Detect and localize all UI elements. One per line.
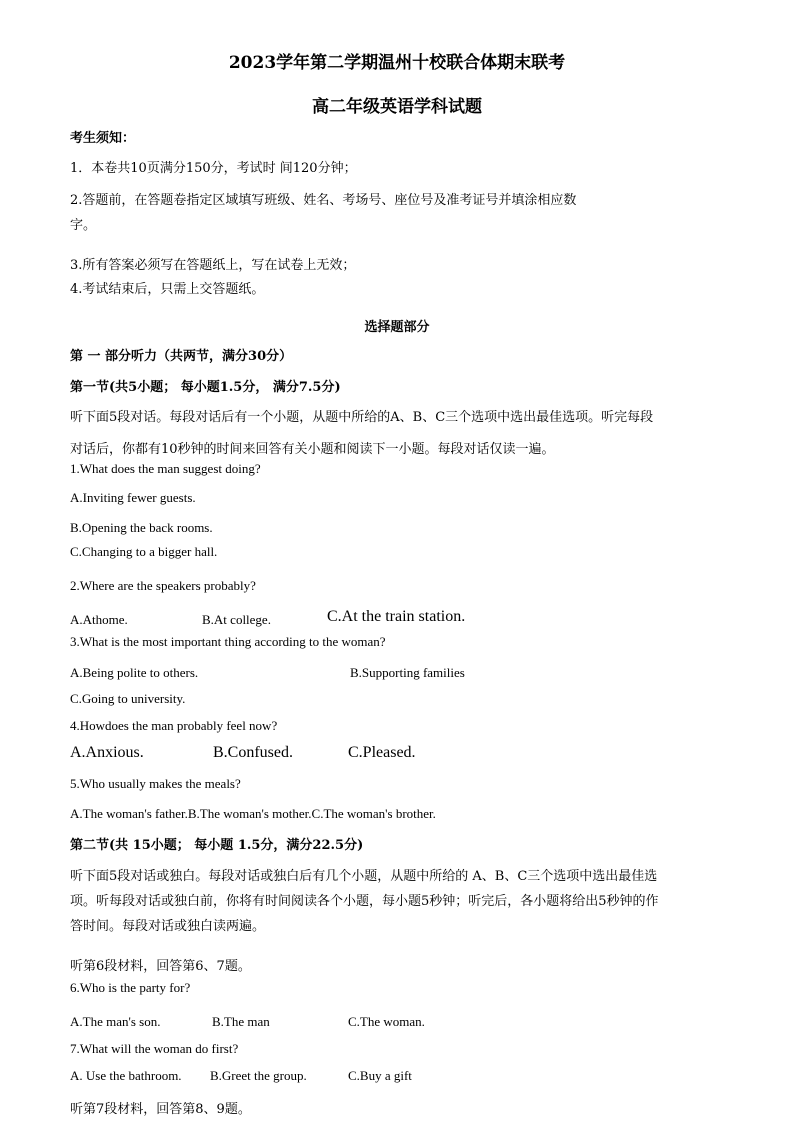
sec2-instruction-line-1: 听下面5段对话或独白。每段对话或独白后有几个小题，从题中所给的 A、B、C三个选项中选出最佳选 xyxy=(70,869,658,884)
q2-option-a: A.Athome. xyxy=(70,612,128,627)
q7-option-b: B.Greet the group. xyxy=(210,1068,307,1083)
sec2-instruction-line-2: 项。听每段对话或独白前，你将有时间阅读各个小题，每小题5秒钟；听完后，各小题将给出5秒钟的作 xyxy=(70,894,659,909)
q3-option-a: A.Being polite to others. xyxy=(70,665,199,680)
exam-title: 2023学年第二学期温州十校联合体期末联考 xyxy=(228,53,566,73)
q7-stem: 7.What will the woman do first? xyxy=(70,1041,239,1056)
q2-option-b: B.At college. xyxy=(202,612,271,627)
notice-item-2-line-2: 字。 xyxy=(70,218,97,233)
q4-option-a: A.Anxious. xyxy=(70,744,144,761)
exam-subtitle: 高二年级英语学科试题 xyxy=(312,97,482,117)
sec2-heading: 第二节(共 15小题； 每小题 1.5分，满分22.5分) xyxy=(70,838,364,853)
notice-item-1: 1．本卷共10页满分150分，考试时 间120分钟； xyxy=(70,161,357,176)
q6-option-a: A.The man's son. xyxy=(70,1014,161,1029)
q7-option-a: A. Use the bathroom. xyxy=(70,1068,182,1083)
q3-stem: 3.What is the most important thing according to the woman? xyxy=(70,634,386,649)
q5-stem: 5.Who usually makes the meals? xyxy=(70,776,241,791)
q1-option-a: A.Inviting fewer guests. xyxy=(70,490,196,505)
q2-stem: 2.Where are the speakers probably? xyxy=(70,578,256,593)
notice-item-3: 3.所有答案必须写在答题纸上，写在试卷上无效； xyxy=(70,258,356,273)
q2-option-c: C.At the train station. xyxy=(327,608,466,625)
section-title: 选择题部分 xyxy=(364,320,430,335)
q7-option-c: C.Buy a gift xyxy=(348,1068,412,1083)
sec1-instruction-line-1: 听下面5段对话。每段对话后有一个小题，从题中所给的A、B、C三个选项中选出最佳选项。听完每段 xyxy=(70,410,654,425)
q4-stem: 4.Howdoes the man probably feel now? xyxy=(70,718,278,733)
material-6-heading: 听第6段材料，回答第6、7题。 xyxy=(70,959,251,974)
notice-item-2-line-1: 2.答题前，在答题卷指定区域填写班级、姓名、考场号、座位号及准考证号并填涂相应数 xyxy=(70,193,577,208)
sec2-instruction-line-3: 答时间。每段对话或独白读两遍。 xyxy=(70,919,266,934)
q1-stem: 1.What does the man suggest doing? xyxy=(70,461,261,476)
q6-stem: 6.Who is the party for? xyxy=(70,980,191,995)
q5-options: A.The woman's father.B.The woman's mother.C.The woman's brother. xyxy=(70,806,436,821)
part1-heading: 第 一 部分听力（共两节，满分30分） xyxy=(70,349,293,364)
q6-option-b: B.The man xyxy=(212,1014,270,1029)
q4-option-c: C.Pleased. xyxy=(348,744,416,761)
q3-option-c: C.Going to university. xyxy=(70,691,186,706)
q6-option-c: C.The woman. xyxy=(348,1014,425,1029)
notice-item-4: 4.考试结束后，只需上交答题纸。 xyxy=(70,282,265,297)
q3-option-b: B.Supporting families xyxy=(350,665,465,680)
notice-heading: 考生须知： xyxy=(70,131,136,146)
sec1-heading: 第一节(共5小题； 每小题1.5分， 满分7.5分) xyxy=(70,380,341,395)
sec1-instruction-line-2: 对话后，你都有10秒钟的时间来回答有关小题和阅读下一小题。每段对话仅读一遍。 xyxy=(70,442,555,457)
q1-option-b: B.Opening the back rooms. xyxy=(70,520,213,535)
q4-option-b: B.Confused. xyxy=(213,744,293,761)
q1-option-c: C.Changing to a bigger hall. xyxy=(70,544,218,559)
material-7-heading: 听第7段材料，回答第8、9题。 xyxy=(70,1102,251,1117)
